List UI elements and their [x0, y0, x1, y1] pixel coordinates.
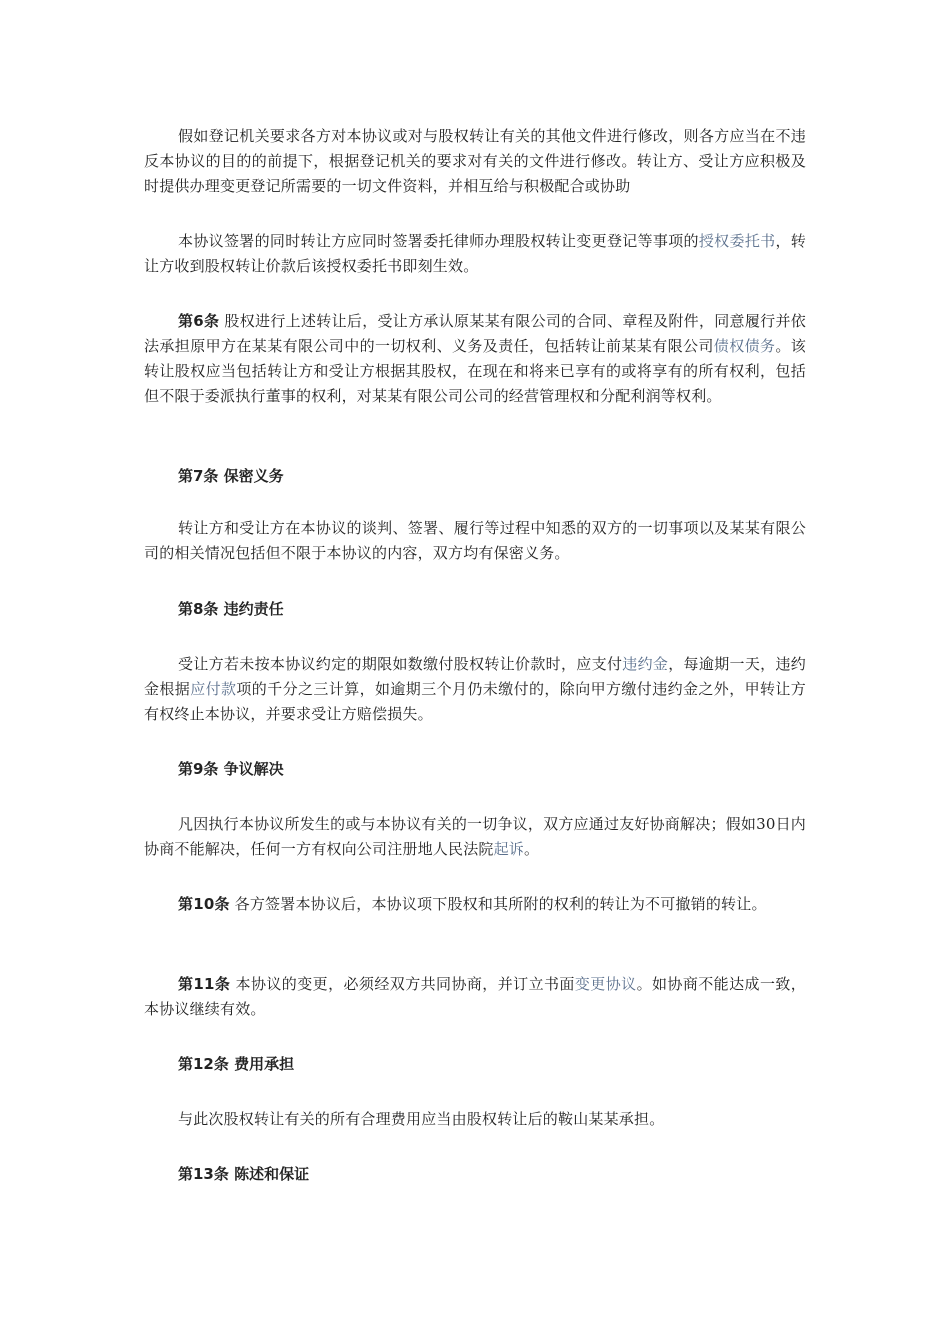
paragraph-text: 与此次股权转让有关的所有合理费用应当由股权转让后的鞍山某某承担。	[178, 1110, 665, 1128]
article-9-heading: 第9条 争议解决	[178, 760, 284, 778]
link-debts[interactable]: 债权债务	[713, 337, 776, 355]
link-power-of-attorney[interactable]: 授权委托书	[698, 232, 776, 250]
article-11-label: 第11条	[178, 975, 231, 993]
article-13-heading: 第13条 陈述和保证	[178, 1165, 310, 1183]
article-12-heading: 第12条 费用承担	[178, 1055, 295, 1073]
paragraph-text: 本协议签署的同时转让方应同时签署委托律师办理股权转让变更登记等事项的	[178, 232, 699, 250]
paragraph-dispute	[144, 812, 806, 862]
link-amendment-agreement[interactable]: 变更协议	[574, 975, 637, 993]
paragraph-text: 转让方和受让方在本协议的谈判、签署、履行等过程中知悉的双方的一切事项以及某某有限公司的相关情况包括但不限于本协议的内容，双方均有保密义务。	[144, 519, 806, 562]
paragraph-text: 本协议的变更，必须经双方共同协商，并订立书面	[230, 975, 575, 993]
paragraph-registration-modification	[144, 124, 806, 199]
link-payable[interactable]: 应付款	[190, 680, 237, 698]
link-lawsuit[interactable]: 起诉	[493, 840, 525, 858]
article-6	[144, 309, 806, 409]
paragraph-power-of-attorney	[144, 229, 806, 279]
article-10	[144, 892, 806, 917]
paragraph-text: ，转让方收到股权转让价款后该授权委托书即刻生效。	[144, 232, 806, 275]
paragraph-text: 各方签署本协议后，本协议项下股权和其所附的权利的转让为不可撤销的转让。	[229, 895, 767, 913]
article-10-label: 第10条	[178, 895, 230, 913]
article-7-heading: 第7条 保密义务	[178, 467, 284, 485]
article-6-label: 第6条	[178, 312, 220, 330]
article-11	[144, 972, 806, 1022]
paragraph-confidentiality	[144, 516, 806, 566]
paragraph-costs	[144, 1107, 806, 1132]
paragraph-breach	[144, 652, 806, 727]
paragraph-text: 凡因执行本协议所发生的或与本协议有关的一切争议，双方应通过友好协商解决；假如30日内协商不能解决，任何一方有权向公司注册地人民法院	[144, 815, 806, 858]
paragraph-text: 项的千分之三计算，如逾期三个月仍未缴付的，除向甲方缴付违约金之外，甲转让方有权终止本协议，并要求受让方赔偿损失。	[144, 680, 806, 723]
paragraph-text: 假如登记机关要求各方对本协议或对与股权转让有关的其他文件进行修改，则各方应当在不违反本协议的目的的前提下，根据登记机关的要求对有关的文件进行修改。转让方、受让方应积极及时提供办理变更登记所需要的一切文件资料，并相互给与积极配合或协助	[144, 127, 806, 195]
paragraph-text: ，每逾期一天，违约金根据	[144, 655, 806, 698]
link-penalty[interactable]: 违约金	[622, 655, 669, 673]
paragraph-text: 股权进行上述转让后，受让方承认原某某有限公司的合同、章程及附件，同意履行并依法承担原甲方在某某有限公司中的一切权利、义务及责任，包括转让前某某有限公司	[144, 312, 806, 355]
paragraph-text: 。该转让股权应当包括转让方和受让方根据其股权，在现在和将来已享有的或将享有的所有权利，包括但不限于委派执行董事的权利，对某某有限公司公司的经营管理权和分配利润等权利。	[144, 337, 807, 405]
paragraph-text: 。	[524, 840, 540, 858]
paragraph-text: 受让方若未按本协议约定的期限如数缴付股权转让价款时，应支付	[178, 655, 623, 673]
paragraph-text: 。如协商不能达成一致，本协议继续有效。	[144, 975, 806, 1018]
article-8-heading: 第8条 违约责任	[178, 600, 284, 618]
